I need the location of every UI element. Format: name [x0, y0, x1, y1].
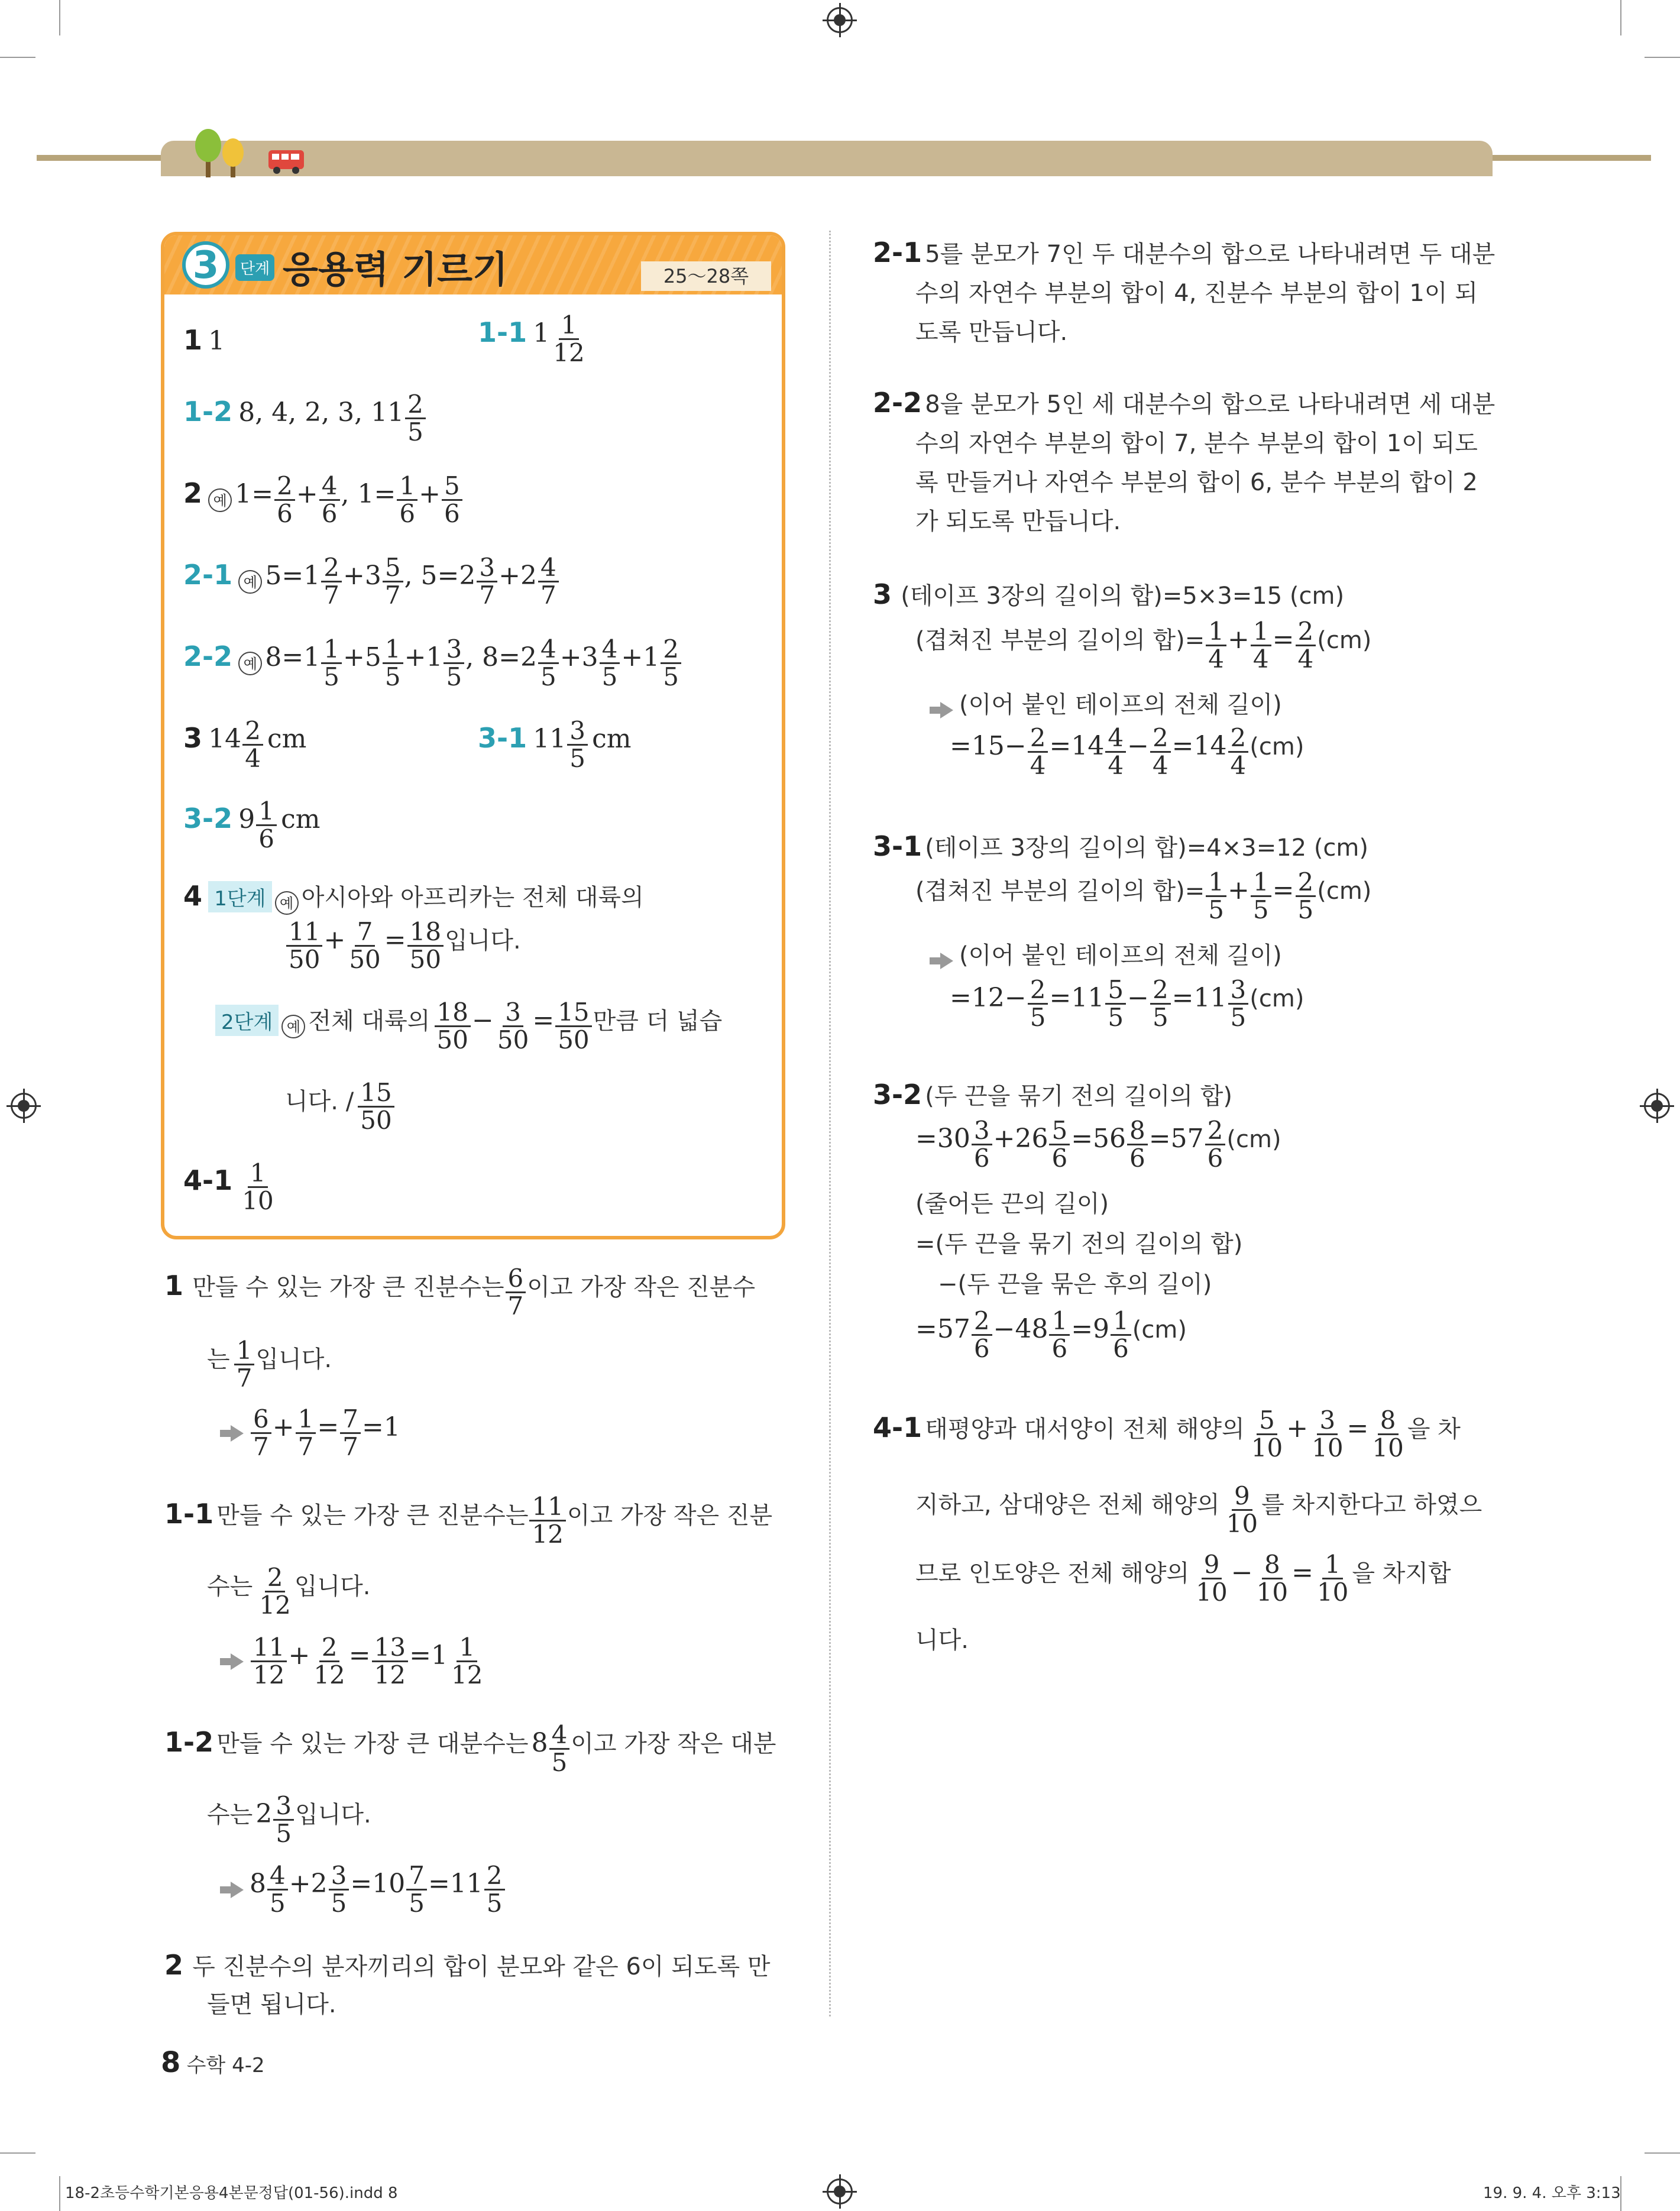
- answer-1: 1 1: [183, 324, 225, 356]
- explain-3-l4: =15− $\frac{2}{4}$ =14 $\frac{4}{4}$ − $\frac{2}{4}$ =14 $\frac{2}{4}$ (cm): [950, 723, 1304, 781]
- explain-2-1-l3: 도록 만듭니다.: [915, 319, 1068, 346]
- explain-3-2: 3-2 (두 끈을 묶기 전의 길이의 합): [873, 1079, 1233, 1111]
- answer-4-step1: 4 1단계 예 아시아와 아프리카는 전체 대륙의: [183, 879, 644, 915]
- explain-2: 2 두 진분수의 분자끼리의 합이 분모와 같은 6이 되도록 만: [164, 1949, 771, 1981]
- explain-3-2-l5: −(두 끈을 묶은 후의 길이): [938, 1271, 1212, 1298]
- crop-mark: [0, 2152, 35, 2154]
- crop-mark: [1645, 2152, 1680, 2154]
- arrow-icon: [231, 1653, 244, 1670]
- explain-4-1-l3: 므로 인도양은 전체 해양의 $\frac{9}{10}$ − $\frac{8}{10}$ = $\frac{1}{10}$ 을 차지합: [915, 1550, 1451, 1607]
- explain-3-2-l4: =(두 끈을 묶기 전의 길이의 합): [915, 1231, 1243, 1258]
- explain-1-2: 1-2 만들 수 있는 가장 큰 대분수는 8 $\frac{4}{5}$ 이고 가장 작은 대분: [164, 1720, 776, 1778]
- answer-4-step1-calc: $\frac{11}{50}$ + $\frac{7}{50}$ = $\frac{18}{50}$ 입니다.: [285, 919, 521, 973]
- stage-tag: 단계: [235, 254, 274, 281]
- arrow-icon: [231, 1425, 244, 1442]
- page-number: 8: [161, 2046, 181, 2079]
- explain-2-1-l2: 수의 자연수 부분의 합이 4, 진분수 부분의 합이 1이 되: [915, 280, 1478, 307]
- explain-3: 3 (테이프 3장의 길이의 합)=5×3=15 (cm): [873, 578, 1345, 610]
- answer-2: 2 예 1= $\frac{2}{6}$ + $\frac{4}{6}$ , 1= $\frac{1}{6}$ + $\frac{5}{6}$: [183, 473, 464, 527]
- explain-2-1: 2-1 5를 분모가 7인 두 대분수의 합으로 나타내려면 두 대분: [873, 237, 1496, 268]
- explain-1-cont: 는 $\frac{1}{7}$ 입니다.: [207, 1336, 332, 1393]
- explain-2-cont: 들면 됩니다.: [207, 1991, 336, 2018]
- column-divider: [829, 231, 831, 2016]
- explain-2-2: 2-2 8을 분모가 5인 세 대분수의 합으로 나타내려면 세 대분: [873, 387, 1496, 419]
- page-footer: [161, 2046, 265, 2079]
- registration-mark-icon: [827, 2178, 853, 2204]
- crop-mark: [1645, 57, 1680, 58]
- section-title: 응용력 기르기: [283, 248, 508, 291]
- registration-mark-icon: [1644, 1093, 1670, 1119]
- explain-3-l3: (이어 붙인 테이프의 전체 길이): [940, 686, 1282, 720]
- arrow-icon: [940, 702, 953, 718]
- answer-box-header: [164, 235, 782, 294]
- explain-4-1-l4: 니다.: [915, 1627, 969, 1654]
- crop-mark: [59, 0, 60, 35]
- explain-3-1: 3-1 (테이프 3장의 길이의 합)=4×3=12 (cm): [873, 830, 1368, 862]
- explain-4-1: 4-1 태평양과 대서양이 전체 해양의 $\frac{5}{10}$ + $\frac{3}{10}$ = $\frac{8}{10}$ 을 차: [873, 1406, 1461, 1463]
- arrow-icon: [231, 1882, 244, 1898]
- answer-4-step2: 2단계 예 전체 대륙의 $\frac{18}{50}$ − $\frac{3}{50}$ = $\frac{15}{50}$ 만큼 더 넓습: [215, 999, 722, 1053]
- explain-3-1-l4: =12− $\frac{2}{5}$ =11 $\frac{5}{5}$ − $\frac{2}{5}$ =11 $\frac{3}{5}$ (cm): [950, 975, 1304, 1032]
- explain-3-2-l6: =57 $\frac{2}{6}$ −48 $\frac{1}{6}$ =9 $\frac{1}{6}$ (cm): [915, 1306, 1187, 1364]
- answer-3-2: 3-2 9 $\frac{1}{6}$ cm: [183, 797, 321, 854]
- explain-2-2-l2: 수의 자연수 부분의 합이 7, 분수 부분의 합이 1이 되도: [915, 430, 1478, 457]
- crop-mark: [1620, 0, 1621, 35]
- answer-2-1: 2-1 예 5=1 $\frac{2}{7}$ +3 $\frac{5}{7}$ , 5=2 $\frac{3}{7}$ +2 $\frac{4}{7}$: [183, 555, 560, 608]
- file-info: 18-2초등수학기본응용4본문정답(01-56).indd 8: [65, 2184, 398, 2202]
- arrow-icon: [940, 953, 953, 969]
- crop-mark: [59, 2176, 60, 2211]
- answer-1-1: 1-1 1 $\frac{1}{12}$: [478, 310, 585, 368]
- explain-1-1-cont: 수는 $\frac{2}{12}$ 입니다.: [207, 1563, 371, 1620]
- explain-1-2-cont: 수는 2 $\frac{3}{5}$ 입니다.: [207, 1791, 371, 1849]
- explain-3-2-l3: (줄어든 끈의 길이): [915, 1190, 1109, 1218]
- explain-1-1-calc: $\frac{11}{12}$ + $\frac{2}{12}$ = $\frac{13}{12}$ =1 $\frac{1}{12}$: [231, 1634, 486, 1688]
- bus-icon: [266, 147, 307, 176]
- subject-label: 수학 4-2: [186, 2054, 265, 2077]
- print-date: 19. 9. 4. 오후 3:13: [1483, 2184, 1621, 2202]
- answer-2-2: 2-2 예 8=1 $\frac{1}{5}$ +5 $\frac{1}{5}$ +1 $\frac{3}{5}$ , 8=2 $\frac{4}{5}$ +3 $\frac{4}{5}$ +1 $\frac{2}{5}$: [183, 636, 682, 690]
- explain-1-2-calc: 8 $\frac{4}{5}$ +2 $\frac{3}{5}$ =10 $\frac{7}{5}$ =11 $\frac{2}{5}$: [231, 1863, 506, 1917]
- stage-number: 3: [182, 241, 229, 289]
- explain-3-l2: (겹쳐진 부분의 길이의 합)= $\frac{1}{4}$ + $\frac{1}{4}$ = $\frac{2}{4}$ (cm): [915, 617, 1372, 674]
- tree-icon: [194, 127, 253, 180]
- answer-4-final: 니다. / $\frac{15}{50}$: [285, 1080, 396, 1134]
- explain-2-2-l4: 가 되도록 만듭니다.: [915, 508, 1121, 535]
- explain-2-2-l3: 록 만들거나 자연수 부분의 합이 6, 분수 부분의 합이 2: [915, 469, 1478, 496]
- explain-3-1-l2: (겹쳐진 부분의 길이의 합)= $\frac{1}{5}$ + $\frac{1}{5}$ = $\frac{2}{5}$ (cm): [915, 867, 1372, 925]
- registration-mark-icon: [11, 1093, 37, 1119]
- answer-4-1: 4-1 $\frac{1}{10}$: [183, 1158, 274, 1216]
- crop-mark: [0, 57, 35, 58]
- explain-1-1: 1-1 만들 수 있는 가장 큰 진분수는 $\frac{11}{12}$ 이고 가장 작은 진분: [164, 1492, 773, 1549]
- explain-3-2-l2: =30 $\frac{3}{6}$ +26 $\frac{5}{6}$ =56 $\frac{8}{6}$ =57 $\frac{2}{6}$ (cm): [915, 1116, 1281, 1173]
- registration-mark-icon: [827, 7, 853, 33]
- answer-3: 3 14 $\frac{2}{4}$ cm: [183, 716, 307, 773]
- page-range: 25～28쪽: [641, 261, 771, 291]
- answer-3-1: 3-1 11 $\frac{3}{5}$ cm: [478, 716, 632, 773]
- explain-4-1-l2: 지하고, 삼대양은 전체 해양의 $\frac{9}{10}$ 를 차지한다고 하였으: [915, 1481, 1482, 1539]
- explain-3-1-l3: (이어 붙인 테이프의 전체 길이): [940, 937, 1282, 970]
- header-band: [161, 141, 1493, 176]
- answer-1-2: 1-2 8, 4, 2, 3, 11 $\frac{2}{5}$: [183, 391, 427, 445]
- explain-1-calc: $\frac{6}{7}$ + $\frac{1}{7}$ = $\frac{7}{7}$ =1: [231, 1406, 400, 1460]
- explain-1: 1 만들 수 있는 가장 큰 진분수는 $\frac{6}{7}$ 이고 가장 작은 진분수: [164, 1264, 756, 1321]
